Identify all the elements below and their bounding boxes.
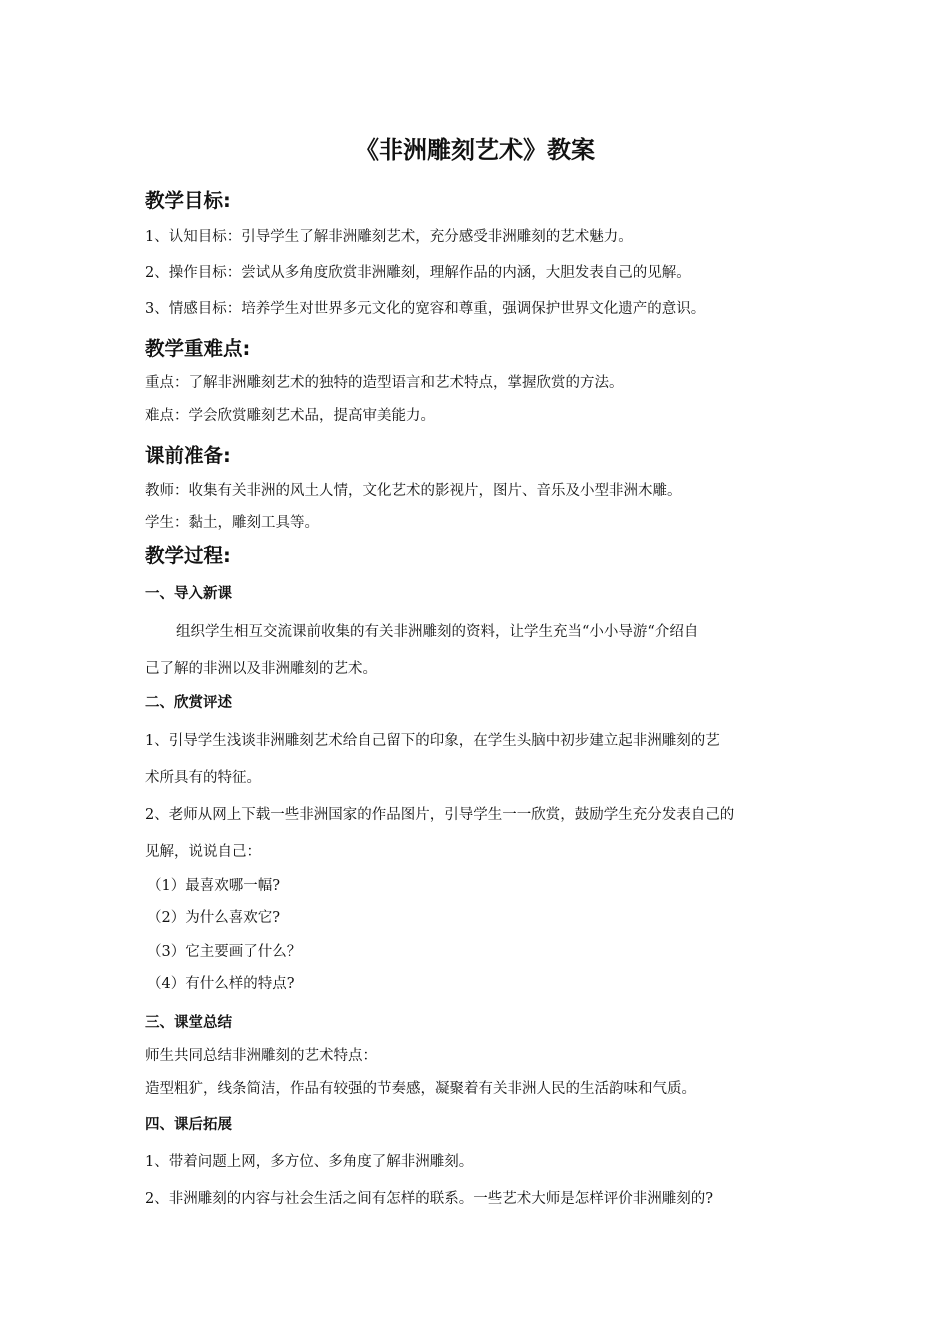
question-item: （3）它主要画了什么？	[147, 944, 302, 960]
question-item: （4）有什么样的特点?	[147, 976, 295, 992]
extension-item: 1、带着问题上网，多方位、多角度了解非洲雕刻。	[145, 1154, 474, 1170]
paragraph-line: 造型粗犷，线条简洁，作品有较强的节奏感，凝聚着有关非洲人民的生活韵味和气质。	[145, 1081, 696, 1097]
document-title: 《非洲雕刻艺术》教案	[355, 136, 595, 164]
paragraph-line: 师生共同总结非洲雕刻的艺术特点：	[145, 1048, 377, 1064]
section-heading-summary: 三、课堂总结	[145, 1015, 232, 1031]
paragraph-line: 组织学生相互交流课前收集的有关非洲雕刻的资料，让学生充当“小小导游“介绍自	[176, 624, 699, 640]
process-heading: 教学过程:	[145, 544, 231, 567]
objective-item: 1、认知目标：引导学生了解非洲雕刻艺术，充分感受非洲雕刻的艺术魅力。	[145, 229, 633, 245]
preparation-teacher: 教师：收集有关非洲的风土人情，文化艺术的影视片，图片、音乐及小型非洲木雕。	[145, 483, 682, 499]
question-item: （2）为什么喜欢它?	[147, 910, 280, 926]
key-point-difficulty: 难点：学会欣赏雕刻艺术品，提高审美能力。	[145, 408, 435, 424]
paragraph-line: 己了解的非洲以及非洲雕刻的艺术。	[145, 661, 377, 677]
objective-item: 3、情感目标：培养学生对世界多元文化的宽容和尊重，强调保护世界文化遗产的意识。	[145, 301, 706, 317]
key-point-focus: 重点：了解非洲雕刻艺术的独特的造型语言和艺术特点，掌握欣赏的方法。	[145, 375, 624, 391]
preparation-heading: 课前准备:	[145, 444, 231, 467]
paragraph-line: 2、老师从网上下载一些非洲国家的作品图片，引导学生一一欣赏，鼓励学生充分发表自己的	[145, 807, 735, 823]
question-item: （1）最喜欢哪一幅?	[147, 878, 280, 894]
objective-item: 2、操作目标：尝试从多角度欣赏非洲雕刻，理解作品的内涵，大胆发表自己的见解。	[145, 265, 691, 281]
paragraph-line: 1、引导学生浅谈非洲雕刻艺术给自己留下的印象，在学生头脑中初步建立起非洲雕刻的艺	[145, 733, 720, 749]
objectives-heading: 教学目标:	[145, 189, 231, 212]
paragraph-line: 术所具有的特征。	[145, 770, 261, 786]
section-heading-extension: 四、课后拓展	[145, 1117, 232, 1133]
preparation-student: 学生：黏土，雕刻工具等。	[145, 515, 319, 531]
key-points-heading: 教学重难点:	[145, 337, 251, 360]
section-heading-appreciation: 二、欣赏评述	[145, 695, 232, 711]
extension-item: 2、非洲雕刻的内容与社会生活之间有怎样的联系。一些艺术大师是怎样评价非洲雕刻的?	[145, 1191, 713, 1207]
paragraph-line: 见解，说说自己：	[145, 844, 261, 860]
section-heading-intro: 一、导入新课	[145, 586, 232, 602]
